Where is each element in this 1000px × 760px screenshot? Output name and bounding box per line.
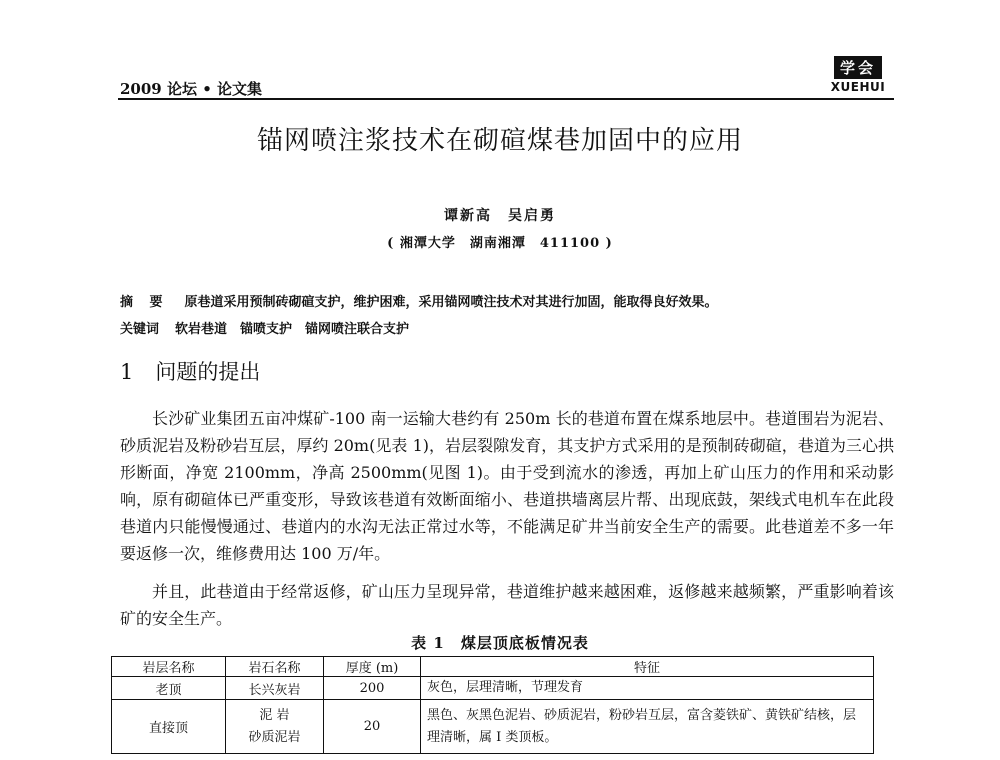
thickness-cell: 20	[324, 700, 421, 754]
xuehui-logo	[826, 56, 890, 94]
section-title: 问题的提出	[155, 360, 261, 384]
table-row	[112, 700, 874, 754]
abstract-label: 摘 要	[120, 295, 169, 310]
table-caption: 表 1 煤层顶底板情况表	[411, 634, 589, 652]
paragraph-1: 长沙矿业集团五亩冲煤矿-100 南一运输大巷约有 250m 长的巷道布置在煤系地层中。巷道围岩为泥岩、砂质泥岩及粉砂岩互层，厚约 20m(见表 1)，岩层裂隙发育，其支护方式采用的是预制砖砌碹，巷道为三心拱形断面，净宽 2100mm，净高 2500mm(见图 1)。由于受到流水的渗透，再加上矿山压力的作用和采动影响，原有砌碹体已严重变形，导致该巷道有效断面缩小、巷道拱墙离层片帮、出现底鼓，架线式电机车在此段巷道内只能慢慢通过、巷道内的水沟无法正常过水等，不能满足矿井当前安全生产的需要。此巷道差不多一年要返修一次，维修费用达 100 万/年。	[120, 409, 894, 563]
header-cell: 特征	[421, 657, 874, 677]
header-rule	[118, 98, 894, 100]
keywords-label: 关键词	[120, 322, 160, 337]
section-heading	[120, 356, 260, 386]
authors: 谭新高 吴启勇	[444, 208, 556, 224]
table-header-row	[112, 657, 874, 677]
layer-cell: 直接顶	[112, 700, 226, 754]
abstract	[120, 291, 718, 310]
rock-line: 砂质泥岩	[248, 729, 301, 745]
keywords	[120, 318, 409, 337]
header-cell: 岩石名称	[226, 657, 324, 677]
table-row	[112, 677, 874, 700]
strata-table	[111, 656, 874, 754]
header-cell: 岩层名称	[112, 657, 226, 677]
logo-text: XUEHUI	[830, 80, 886, 94]
rock-cell	[226, 700, 324, 754]
keywords-text: 软岩巷道 锚喷支护 锚网喷注联合支护	[175, 322, 410, 337]
rock-line: 泥 岩	[259, 707, 290, 723]
feature-cell: 黑色、灰黑色泥岩、砂质泥岩，粉砂岩互层，富含菱铁矿、黄铁矿结核，层理清晰，属 I 类顶板。	[421, 700, 874, 754]
layer-cell: 老顶	[112, 677, 226, 700]
paragraph-2: 并且，此巷道由于经常返修，矿山压力呈现异常，巷道维护越来越困难，返修越来越频繁，严重影响着该矿的安全生产。	[120, 582, 894, 628]
feature-cell: 灰色，层理清晰，节理发育	[421, 677, 874, 700]
logo-mark: 学会	[834, 56, 882, 79]
affiliation: ( 湘潭大学 湖南湘潭 411100 )	[387, 236, 613, 251]
abstract-text: 原巷道采用预制砖砌碹支护，维护困难，采用锚网喷注技术对其进行加固，能取得良好效果。	[184, 295, 718, 310]
running-header: 2009 论坛 • 论文集	[120, 80, 263, 98]
rock-cell: 长兴灰岩	[226, 677, 324, 700]
section-number: 1	[120, 360, 134, 384]
thickness-cell: 200	[324, 677, 421, 700]
header-cell: 厚度 (m)	[324, 657, 421, 677]
paper-title: 锚网喷注浆技术在砌碹煤巷加固中的应用	[256, 126, 743, 156]
